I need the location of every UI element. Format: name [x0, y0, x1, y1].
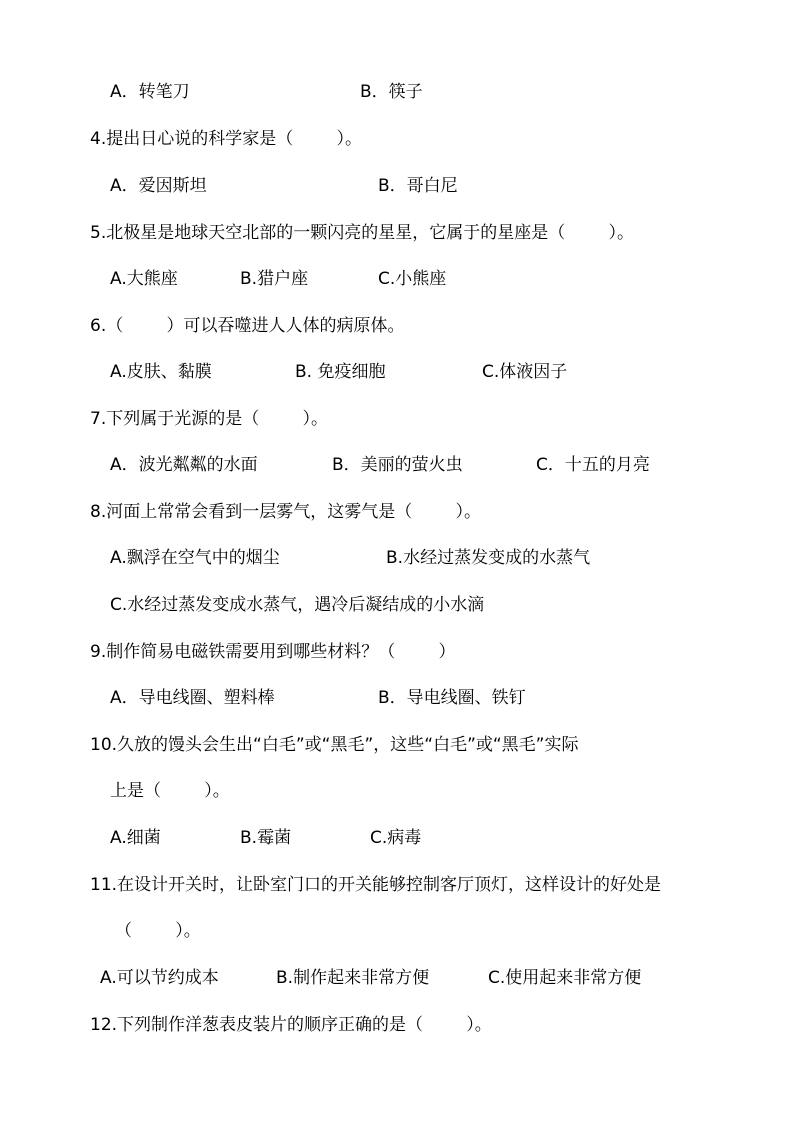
- option-q8-b: B.水经过蒸发变成的水蒸气: [386, 548, 591, 568]
- question-6: 6.（ ）可以吞噬进人人体的病原体。: [90, 316, 405, 336]
- option-q7-b: B．美丽的萤火虫: [332, 455, 463, 475]
- option-q11-b: B.制作起来非常方便: [276, 968, 430, 988]
- option-q3-b: B．筷子: [360, 82, 423, 102]
- option-q10-c: C.病毒: [370, 828, 422, 848]
- option-q11-c: C.使用起来非常方便: [488, 968, 642, 988]
- question-4: 4.提出日心说的科学家是（ ）。: [90, 129, 362, 149]
- option-q6-a: A.皮肤、黏膜: [110, 362, 212, 382]
- question-12: 12.下列制作洋葱表皮装片的顺序正确的是（ ）。: [90, 1015, 492, 1035]
- option-q5-c: C.小熊座: [378, 269, 447, 289]
- option-q9-b: B．导电线圈、铁钉: [378, 688, 526, 708]
- question-9: 9.制作简易电磁铁需要用到哪些材料？（ ）: [90, 642, 456, 662]
- option-q11-a: A.可以节约成本: [100, 968, 219, 988]
- option-q6-c: C.体液因子: [482, 362, 568, 382]
- option-q3-a: A．转笔刀: [110, 82, 190, 102]
- option-q10-b: B.霉菌: [240, 828, 292, 848]
- option-q5-b: B.猎户座: [240, 269, 309, 289]
- question-7: 7.下列属于光源的是（ ）。: [90, 409, 328, 429]
- option-q8-c: C.水经过蒸发变成水蒸气，遇冷后凝结成的小水滴: [110, 595, 485, 615]
- option-q8-a: A.飘浮在空气中的烟尘: [110, 548, 280, 568]
- option-q6-b: B. 免疫细胞: [295, 362, 386, 382]
- question-10-line-1: 10.久放的馒头会生出“白毛”或“黑毛”，这些“白毛”或“黑毛”实际: [90, 735, 579, 755]
- option-q4-a: A．爱因斯坦: [110, 176, 207, 196]
- question-10-line-2: 上是（ ）。: [110, 781, 230, 801]
- question-11-line-1: 11.在设计开关时，让卧室门口的开关能够控制客厅顶灯，这样设计的好处是: [90, 875, 662, 895]
- option-q7-c: C．十五的月亮: [536, 455, 650, 475]
- option-q4-b: B．哥白尼: [378, 176, 458, 196]
- question-8: 8.河面上常常会看到一层雾气，这雾气是（ ）。: [90, 502, 481, 522]
- question-5: 5.北极星是地球天空北部的一颗闪亮的星星，它属于的星座是（ ）。: [90, 223, 634, 243]
- option-q5-a: A.大熊座: [110, 269, 178, 289]
- option-q9-a: A．导电线圈、塑料棒: [110, 688, 275, 708]
- option-q10-a: A.细菌: [110, 828, 161, 848]
- question-11-line-2: （ ）。: [115, 921, 201, 941]
- option-q7-a: A．波光粼粼的水面: [110, 455, 258, 475]
